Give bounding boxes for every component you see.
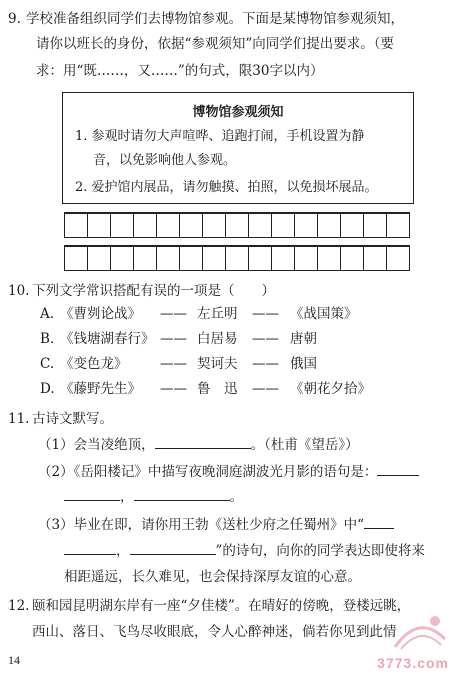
- q11-item2-end: 。: [229, 489, 243, 505]
- answer-grid-cell[interactable]: [180, 246, 203, 271]
- q11-item2-label: （2）: [38, 464, 74, 480]
- q11-item2-cont: [64, 488, 243, 506]
- q9-line2: 请你以班长的身份，依据“参观须知”向同学们提出要求。（要: [36, 36, 395, 52]
- notice-box: [62, 92, 414, 204]
- notice-item-2-text: 爱护馆内展品，请勿触摸、拍照，以免损坏展品。: [91, 180, 378, 195]
- answer-grid-cell[interactable]: [318, 213, 341, 238]
- q10-option-author: 鲁 迅: [197, 381, 238, 397]
- q10-option-dash: ——: [160, 356, 187, 372]
- answer-grid-cell[interactable]: [249, 246, 272, 271]
- answer-grid-cell[interactable]: [318, 246, 341, 271]
- q11-item2-text: 《岳阳楼记》中描写夜晚洞庭湖波光月影的语句是：: [73, 464, 378, 480]
- q10-option-dash: ——: [160, 381, 187, 397]
- q11-item3-blank-1[interactable]: [364, 528, 394, 529]
- q10-stem: 下列文学常识搭配有误的一项是（ ）: [32, 283, 275, 299]
- q11-item2-comma: ，: [120, 489, 134, 505]
- q9-number: 9.: [8, 11, 21, 27]
- notice-item-2: [75, 176, 378, 195]
- q10-number: 10.: [8, 283, 30, 299]
- q11-item1-label: （1）: [38, 437, 74, 453]
- answer-grid-cell[interactable]: [364, 213, 387, 238]
- answer-grid-cell[interactable]: [226, 246, 249, 271]
- answer-grid-cell[interactable]: [88, 213, 111, 238]
- answer-grid-cell[interactable]: [387, 213, 410, 238]
- q10-option-source: 唐朝: [290, 331, 317, 347]
- answer-grid-cell[interactable]: [203, 213, 226, 238]
- answer-grid-cell[interactable]: [134, 246, 157, 271]
- notice-title: 博物馆参观须知: [192, 105, 284, 120]
- q11-item3-text: 毕业在即，请你用王勃《送杜少府之任蜀州》中“: [73, 517, 364, 533]
- answer-grid-cell[interactable]: [180, 213, 203, 238]
- answer-grid-cell[interactable]: [364, 246, 387, 271]
- notice-item-1-cont: 音，以免影响他人参观。: [93, 153, 237, 168]
- notice-item-1-text: 参观时请勿大声喧哗、追跑打闹，手机设置为静: [91, 129, 365, 144]
- answer-grid-cell[interactable]: [341, 246, 364, 271]
- q10-option-dash: ——: [252, 306, 279, 322]
- answer-grid-cell[interactable]: [157, 246, 180, 271]
- q10-option-author: 契诃夫: [197, 356, 238, 372]
- q10-option-source: 《朝花夕拾》: [290, 381, 371, 397]
- q11-item2-blank-1[interactable]: [377, 475, 419, 476]
- answer-grid-cell[interactable]: [111, 246, 134, 271]
- q11-item3-quote-close: ”的诗句，向你的同学表达即使将来: [215, 543, 425, 559]
- answer-grid-row-2[interactable]: [64, 245, 410, 271]
- q11-item3-label: （3）: [38, 517, 74, 533]
- answer-grid-cell[interactable]: [157, 213, 180, 238]
- q10-option-dash: ——: [252, 356, 279, 372]
- q11-item1-pre: 会当凌绝顶，: [73, 437, 155, 453]
- answer-grid-cell[interactable]: [226, 213, 249, 238]
- q10-option-work: 《藤野先生》: [60, 381, 141, 397]
- q10-option-author: 左丘明: [197, 306, 238, 322]
- answer-grid-cell[interactable]: [272, 246, 295, 271]
- q10-option-source: 《战国策》: [290, 306, 358, 322]
- q10-option-dash: ——: [160, 306, 187, 322]
- answer-grid-cell[interactable]: [88, 246, 111, 271]
- q10-option-source: 俄国: [290, 356, 317, 372]
- q11-item3-line3: 相距遥远，长久难见，也会保持深厚友谊的心意。: [64, 569, 361, 585]
- q11-item3-blank-2[interactable]: [64, 554, 116, 555]
- q11-item3-comma: ，: [116, 543, 130, 559]
- q11-item3: [38, 516, 394, 534]
- q10-option-work: 《曹刿论战》: [60, 306, 141, 322]
- page-number: 14: [8, 653, 20, 667]
- q10-option-work: 《钱塘湖春行》: [60, 331, 155, 347]
- q11-item1: [38, 436, 359, 454]
- q9-line3: 求：用“既……，又……”的句式，限30字以内）: [36, 63, 324, 79]
- q11-item2-blank-3[interactable]: [134, 500, 230, 501]
- watermark-logo-icon: [387, 609, 451, 655]
- notice-item-1: [75, 125, 365, 144]
- q10-option-letter: B.: [40, 331, 55, 347]
- q10-option-author: 白居易: [197, 331, 238, 347]
- answer-grid-cell[interactable]: [65, 246, 88, 271]
- q11-item2: [38, 463, 419, 481]
- notice-item-1-num: 1.: [75, 129, 88, 144]
- q11-number: 11.: [8, 411, 30, 427]
- q11-item2-blank-2[interactable]: [64, 500, 120, 501]
- q12-line1: 颐和园昆明湖东岸有一座“夕佳楼”。在晴好的傍晚，登楼远眺，: [32, 598, 411, 614]
- q10-option-letter: D.: [40, 381, 55, 397]
- answer-grid-cell[interactable]: [387, 246, 410, 271]
- q12-line2: 西山、落日、飞鸟尽收眼底，令人心醉神迷，倘若你见到此情: [32, 624, 397, 640]
- q11-stem: 古诗文默写。: [32, 411, 113, 427]
- answer-grid-cell[interactable]: [134, 213, 157, 238]
- answer-grid-row-1[interactable]: [64, 212, 410, 238]
- q10-option-dash: ——: [160, 331, 187, 347]
- q9-line1: 学校准备组织同学们去博物馆参观。下面是某博物馆参观须知，: [26, 11, 404, 27]
- notice-item-2-num: 2.: [75, 180, 88, 195]
- q10-option-letter: C.: [40, 356, 55, 372]
- answer-grid-cell[interactable]: [65, 213, 88, 238]
- answer-grid-cell[interactable]: [249, 213, 272, 238]
- q10-option-work: 《变色龙》: [60, 356, 128, 372]
- q11-item1-post: 。（杜甫《望岳》）: [250, 437, 359, 453]
- answer-grid-cell[interactable]: [341, 213, 364, 238]
- q11-item1-blank[interactable]: [155, 448, 251, 449]
- watermark-url: 3773.com: [377, 655, 449, 671]
- q11-item3-blank-3[interactable]: [130, 554, 216, 555]
- answer-grid-cell[interactable]: [295, 213, 318, 238]
- answer-grid-cell[interactable]: [295, 246, 318, 271]
- answer-grid-cell[interactable]: [272, 213, 295, 238]
- q12-number: 12.: [8, 598, 30, 614]
- answer-grid-cell[interactable]: [111, 213, 134, 238]
- q10-option-dash: ——: [252, 381, 279, 397]
- answer-grid-cell[interactable]: [203, 246, 226, 271]
- q11-item3-cont: [64, 542, 425, 560]
- q10-option-letter: A.: [40, 306, 55, 322]
- q10-option-dash: ——: [252, 331, 279, 347]
